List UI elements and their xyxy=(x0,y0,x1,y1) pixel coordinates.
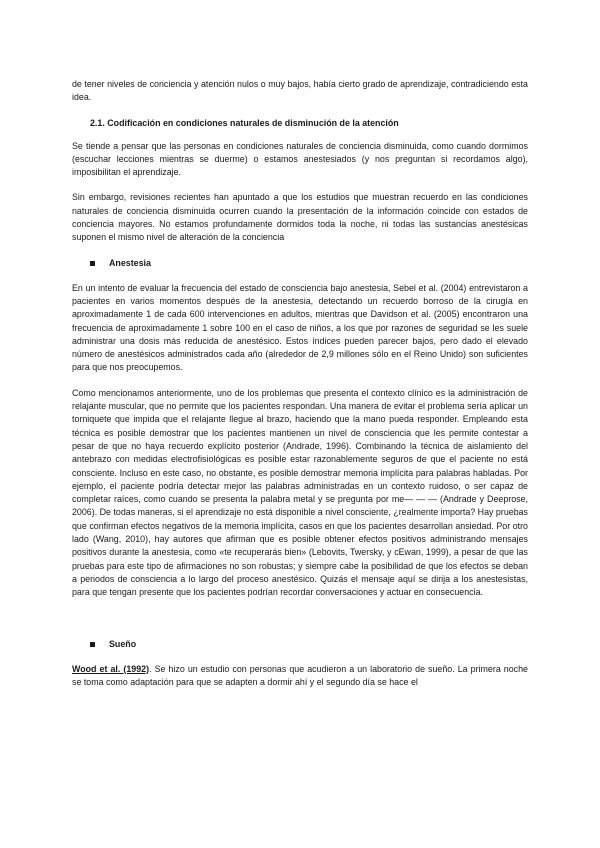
paragraph-intro: de tener niveles de conciencia y atención nulos o muy bajos, había cierto grado de aprendizaje, contradiciendo esta idea. xyxy=(72,79,528,103)
paragraph-2-1-b: Sin embargo, revisiones recientes han apuntado a que los estudios que muestran recuerdo en las condiciones naturales de conciencia disminuida ocurren cuando la presentación de la información coincide con estados de conciencia mayores. No estamos profundamente dormidos toda la noche, ni todas las sustancias anestésicas suponen el mismo nivel de alteración de la conciencia xyxy=(72,192,528,243)
section-heading-2-1: 2.1. Codificación en condiciones naturales de disminución de la atención xyxy=(90,117,399,128)
bullet-heading-anestesia xyxy=(90,257,528,270)
bullet-label-sueno: Sueño xyxy=(109,638,137,649)
square-bullet-icon xyxy=(90,261,95,266)
square-bullet-icon xyxy=(90,642,95,647)
spacer xyxy=(72,600,528,626)
paragraph-anestesia-2: Como mencionamos anteriormente, uno de los problemas que presenta el contexto clínico es la administración de relajante muscular, que no permite que los pacientes respondan. Una manera de evitar el problema sería aplicar un torniquete que impida que el relajante llegue al brazo, haciendo que la mano pueda responder. Empleando esta técnica es posible demostrar que los pacientes mantienen un nivel de consciencia que les permite contestar a pesar de que no haya recuerdo explícito posterior (Andrade, 1996). Combinando la técnica de aislamiento del antebrazo con medidas electrofisiológicas es posible estar razonablemente seguros de que el paciente no está consciente. Incluso en este caso, no obstante, es posible demostrar memoria implícita para palabras habladas. Por ejemplo, el paciente podría detectar mejor las palabras administradas en un contexto ruidoso, o ser capaz de completar raíces, como cuando se presenta la palabra metal y se pregunta por me— — — (Andrade y Deeprose, 2006). De todas maneras, si el aprendizaje no está disponible a nivel consciente, ¿realmente importa? Hay pruebas que confirman efectos negativos de la memoria implícita, casos en que los pacientes desarrollan ansiedad. Por otro lado (Wang, 2010), hay autores que afirman que es posible obtener efectos positivos administrando mensajes positivos durante la anestesia, como «te recuperarás bien» (Lebovits, Twersky, y cEwan, 1999), a pesar de que las pruebas para este tipo de afirmaciones no son robustas; y siempre cabe la posibilidad de que los efectos se deban a periodos de consciencia a lo largo del proceso anestésico. Quizás el mensaje aquí se dirija a los anestesistas, para que tengan presente que los pacientes podrían recordar conversaciones y actuar en consecuencia. xyxy=(72,387,528,598)
bullet-label-anestesia: Anestesia xyxy=(109,257,151,268)
paragraph-2-1-a: Se tiende a pensar que las personas en condiciones naturales de conciencia disminuida, como cuando dormimos (escuchar lecciones mientras se duerme) o estamos anestesiados (y nos preguntan si recordamos algo), imposibilitan el aprendizaje. xyxy=(72,140,528,178)
paragraph-sueno xyxy=(72,663,528,690)
bullet-heading-sueno xyxy=(90,638,528,651)
paragraph-sueno-text: . Se hizo un estudio con personas que acudieron a un laboratorio de sueño. La primera noche se toma como adaptación para que se adapten a dormir ahí y el segundo día se hace el xyxy=(72,663,528,687)
citation-link-wood[interactable]: Wood et al. (1992) xyxy=(72,663,150,674)
paragraph-anestesia-1: En un intento de evaluar la frecuencia del estado de consciencia bajo anestesia, Sebel et al. (2004) entrevistaron a pacientes en varios momentos después de la anestesia, detectando un recuerdo borroso de la cirugía en aproximadamente 1 de cada 600 intervenciones en adultos, mientras que Davidson et al. (2005) encontraron una frecuencia de aproximadamente 1 sobre 100 en el caso de niños, a los que por razones de seguridad se les suele administrar una dosis más reducida de anestésico. Estos índices pueden parecer bajos, pero dado el elevado número de anestésicos administrados cada año (alrededor de 2,9 millones sólo en el Reino Unido) son suficientes para que nos preocupemos. xyxy=(72,282,528,373)
